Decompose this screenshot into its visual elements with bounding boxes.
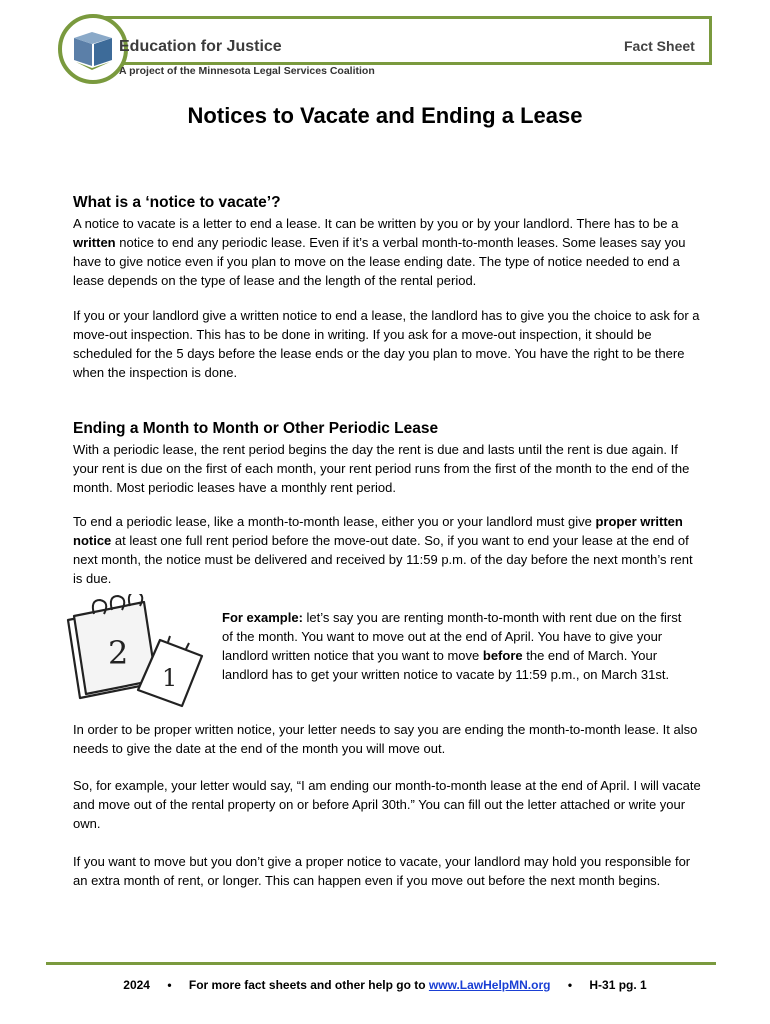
paragraph: So, for example, your letter would say, “I am ending our month-to-month lease at the end of April. I will vacate and move out of the rental property on or before April 30th.” You can fill out the letter attached or write your own. (73, 778, 701, 831)
section-heading-notice: What is a ‘notice to vacate’? (73, 194, 281, 211)
example-paragraph (222, 608, 692, 684)
footer-year: 2024 (123, 978, 150, 992)
section-heading-periodic: Ending a Month to Month or Other Periodic Lease (73, 420, 439, 437)
paragraph: If you want to move but you don’t give a proper notice to vacate, your landlord may hold you responsible for an extra month of rent, or longer. This can happen even if you move out before the next month begins. (73, 854, 691, 888)
footer-rule (46, 962, 716, 965)
example-label: For example: (222, 610, 303, 625)
text: at least one full rent period before the move-out date. So, if you want to end your lease at the end of next month, the notice must be delivered and received by 11:59 p.m. of the day before the next month’s rent is due. (73, 533, 693, 586)
paragraph: With a periodic lease, the rent period begins the day the rent is due and lasts until the rent is due again. If your rent is due on the first of each month, your rent period runs from the first of the month to the end of the month. Most periodic leases have a monthly rent period. (73, 442, 690, 495)
book-icon (62, 18, 124, 80)
footer-bullet: • (167, 978, 172, 992)
text: let’s say you are renting month-to-month with rent due on the first of the month. You want to move out at the end of April. You have to give your landlord written notice that you want to move (222, 610, 682, 663)
calendar-digit-2: 2 (108, 634, 129, 672)
text: A notice to vacate is a letter to end a lease. It can be written by you or by your landlord. There has to be a (73, 216, 679, 231)
page-number: H-31 pg. 1 (589, 978, 647, 992)
brand-name: Education for Justice (119, 38, 282, 55)
emphasis: before (482, 648, 523, 663)
text: the end of March. Your landlord has to get your written notice to vacate by 11:59 p.m., on March 31st. (222, 648, 670, 682)
footer-text: For more fact sheets and other help go to (188, 978, 429, 992)
calendar-digit-1: 1 (162, 664, 178, 692)
calendar-icon (50, 594, 215, 712)
emphasis: proper written notice (73, 514, 683, 548)
logo (58, 14, 128, 84)
paragraph: In order to be proper written notice, your letter needs to say you are ending the month-to-month lease. It also needs to give the date at the end of the month you will move out. (73, 722, 698, 756)
paragraph (73, 214, 703, 290)
lawhelp-link[interactable]: www.LawHelpMN.org (428, 978, 551, 992)
footer (0, 978, 770, 992)
paragraph: If you or your landlord give a written notice to end a lease, the landlord has to give you the choice to ask for a move-out inspection. This has to be done in writing. If you ask for a move-out inspection, it should be scheduled for the 5 days before the lease ends or the day you plan to move. You have the right to be there when the inspection is done. (73, 308, 700, 380)
paragraph (73, 512, 703, 588)
text: To end a periodic lease, like a month-to-month lease, either you or your landlord must give (73, 514, 596, 529)
page-title: Notices to Vacate and Ending a Lease (187, 103, 583, 128)
footer-bullet: • (567, 978, 573, 992)
emphasis: written (73, 235, 116, 250)
header-top-rule (92, 16, 712, 19)
tagline: A project of the Minnesota Legal Services Coalition (119, 65, 375, 77)
text: notice to end any periodic lease. Even if it’s a verbal month-to-month leases. Some leases say you have to give notice even if you plan to move on the lease ending date. The type of notice needed to end a lease depends on the type of lease and the length of the rental period. (73, 235, 686, 288)
header-right-rule (709, 16, 712, 64)
fact-sheet-label: Fact Sheet (624, 38, 695, 54)
